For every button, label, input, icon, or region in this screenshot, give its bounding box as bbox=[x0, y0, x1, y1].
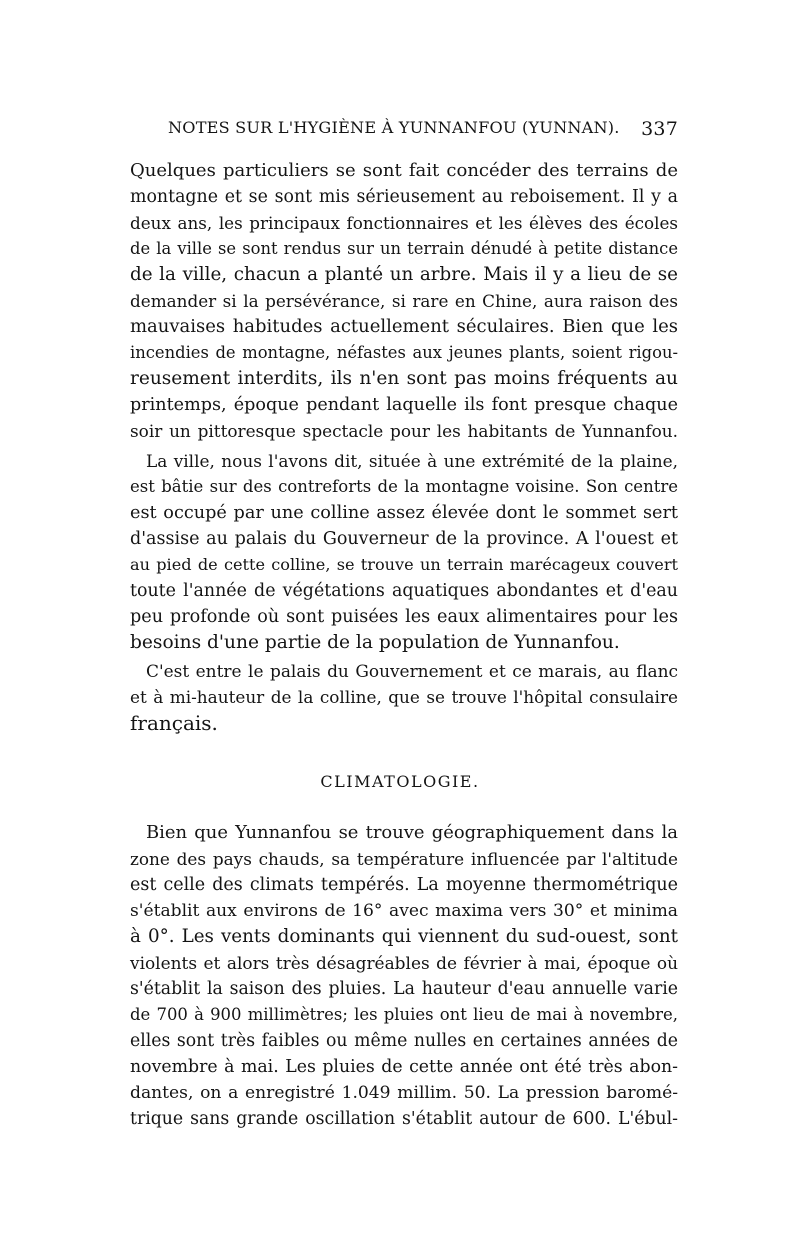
text-line: C'est entre le palais du Gouvernement et ce marais, au flanc bbox=[146, 661, 678, 681]
text-line: dantes, on a enregistré 1.049 millim. 50. La pression baromé- bbox=[130, 1083, 678, 1103]
text-line: peu profonde où sont puisées les eaux alimentaires pour les bbox=[130, 607, 678, 627]
text-line: mauvaises habitudes actuellement séculaires. Bien que les bbox=[130, 316, 678, 337]
text-line: au pied de cette colline, se trouve un terrain marécageux couvert bbox=[130, 555, 678, 574]
text-line: est occupé par une colline assez élevée dont le sommet sert bbox=[130, 503, 678, 523]
text-line: soir un pittoresque spectacle pour les habitants de Yunnanfou. bbox=[130, 421, 678, 441]
text-line: d'assise au palais du Gouverneur de la province. A l'ouest et bbox=[130, 529, 678, 549]
running-title: NOTES SUR L'HYGIÈNE À YUNNANFOU (YUNNAN). bbox=[168, 118, 620, 137]
text-line: besoins d'une partie de la population de Yunnanfou. bbox=[130, 632, 620, 653]
text-line: deux ans, les principaux fonctionnaires et les élèves des écoles bbox=[130, 213, 678, 233]
page-number: 337 bbox=[641, 118, 678, 140]
text-line: incendies de montagne, néfastes aux jeunes plants, soient rigou- bbox=[130, 343, 678, 362]
text-line: trique sans grande oscillation s'établit autour de 600. L'ébul- bbox=[130, 1109, 678, 1129]
text-line: de la ville, chacun a planté un arbre. Mais il y a lieu de se bbox=[130, 264, 678, 285]
text-line: est celle des climats tempérés. La moyenne thermométrique bbox=[130, 875, 678, 895]
text-line: reusement interdits, ils n'en sont pas moins fréquents au bbox=[130, 368, 678, 389]
text-line: montagne et se sont mis sérieusement au reboisement. Il y a bbox=[130, 187, 678, 207]
text-line: de la ville se sont rendus sur un terrain dénudé à petite distance bbox=[130, 239, 678, 258]
text-line: printemps, époque pendant laquelle ils font presque chaque bbox=[130, 395, 678, 415]
text-line: s'établit la saison des pluies. La hauteur d'eau annuelle varie bbox=[130, 979, 678, 999]
text-line: violents et alors très désagréables de février à mai, époque où bbox=[130, 953, 678, 973]
text-line: s'établit aux environs de 16° avec maxima vers 30° et minima bbox=[130, 901, 678, 921]
text-line: et à mi-hauteur de la colline, que se trouve l'hôpital consulaire bbox=[130, 687, 678, 707]
text-line: elles sont très faibles ou même nulles en certaines années de bbox=[130, 1031, 678, 1051]
text-line: novembre à mai. Les pluies de cette année ont été très abon- bbox=[130, 1057, 678, 1077]
text-line: est bâtie sur des contreforts de la montagne voisine. Son centre bbox=[130, 477, 678, 496]
section-heading: CLIMATOLOGIE. bbox=[320, 772, 480, 791]
text-line: demander si la persévérance, si rare en Chine, aura raison des bbox=[130, 291, 678, 311]
text-line: zone des pays chauds, sa température influencée par l'altitude bbox=[130, 849, 678, 869]
text-line: de 700 à 900 millimètres; les pluies ont lieu de mai à novembre, bbox=[130, 1005, 678, 1024]
text-line: Bien que Yunnanfou se trouve géographiquement dans la bbox=[146, 822, 678, 843]
text-line: français. bbox=[130, 711, 218, 735]
text-line: toute l'année de végétations aquatiques abondantes et d'eau bbox=[130, 581, 678, 601]
text-line: Quelques particuliers se sont fait concéder des terrains de bbox=[130, 160, 678, 181]
text-line: à 0°. Les vents dominants qui viennent du sud-ouest, sont bbox=[130, 926, 678, 947]
text-line: La ville, nous l'avons dit, située à une extrémité de la plaine, bbox=[146, 451, 678, 471]
